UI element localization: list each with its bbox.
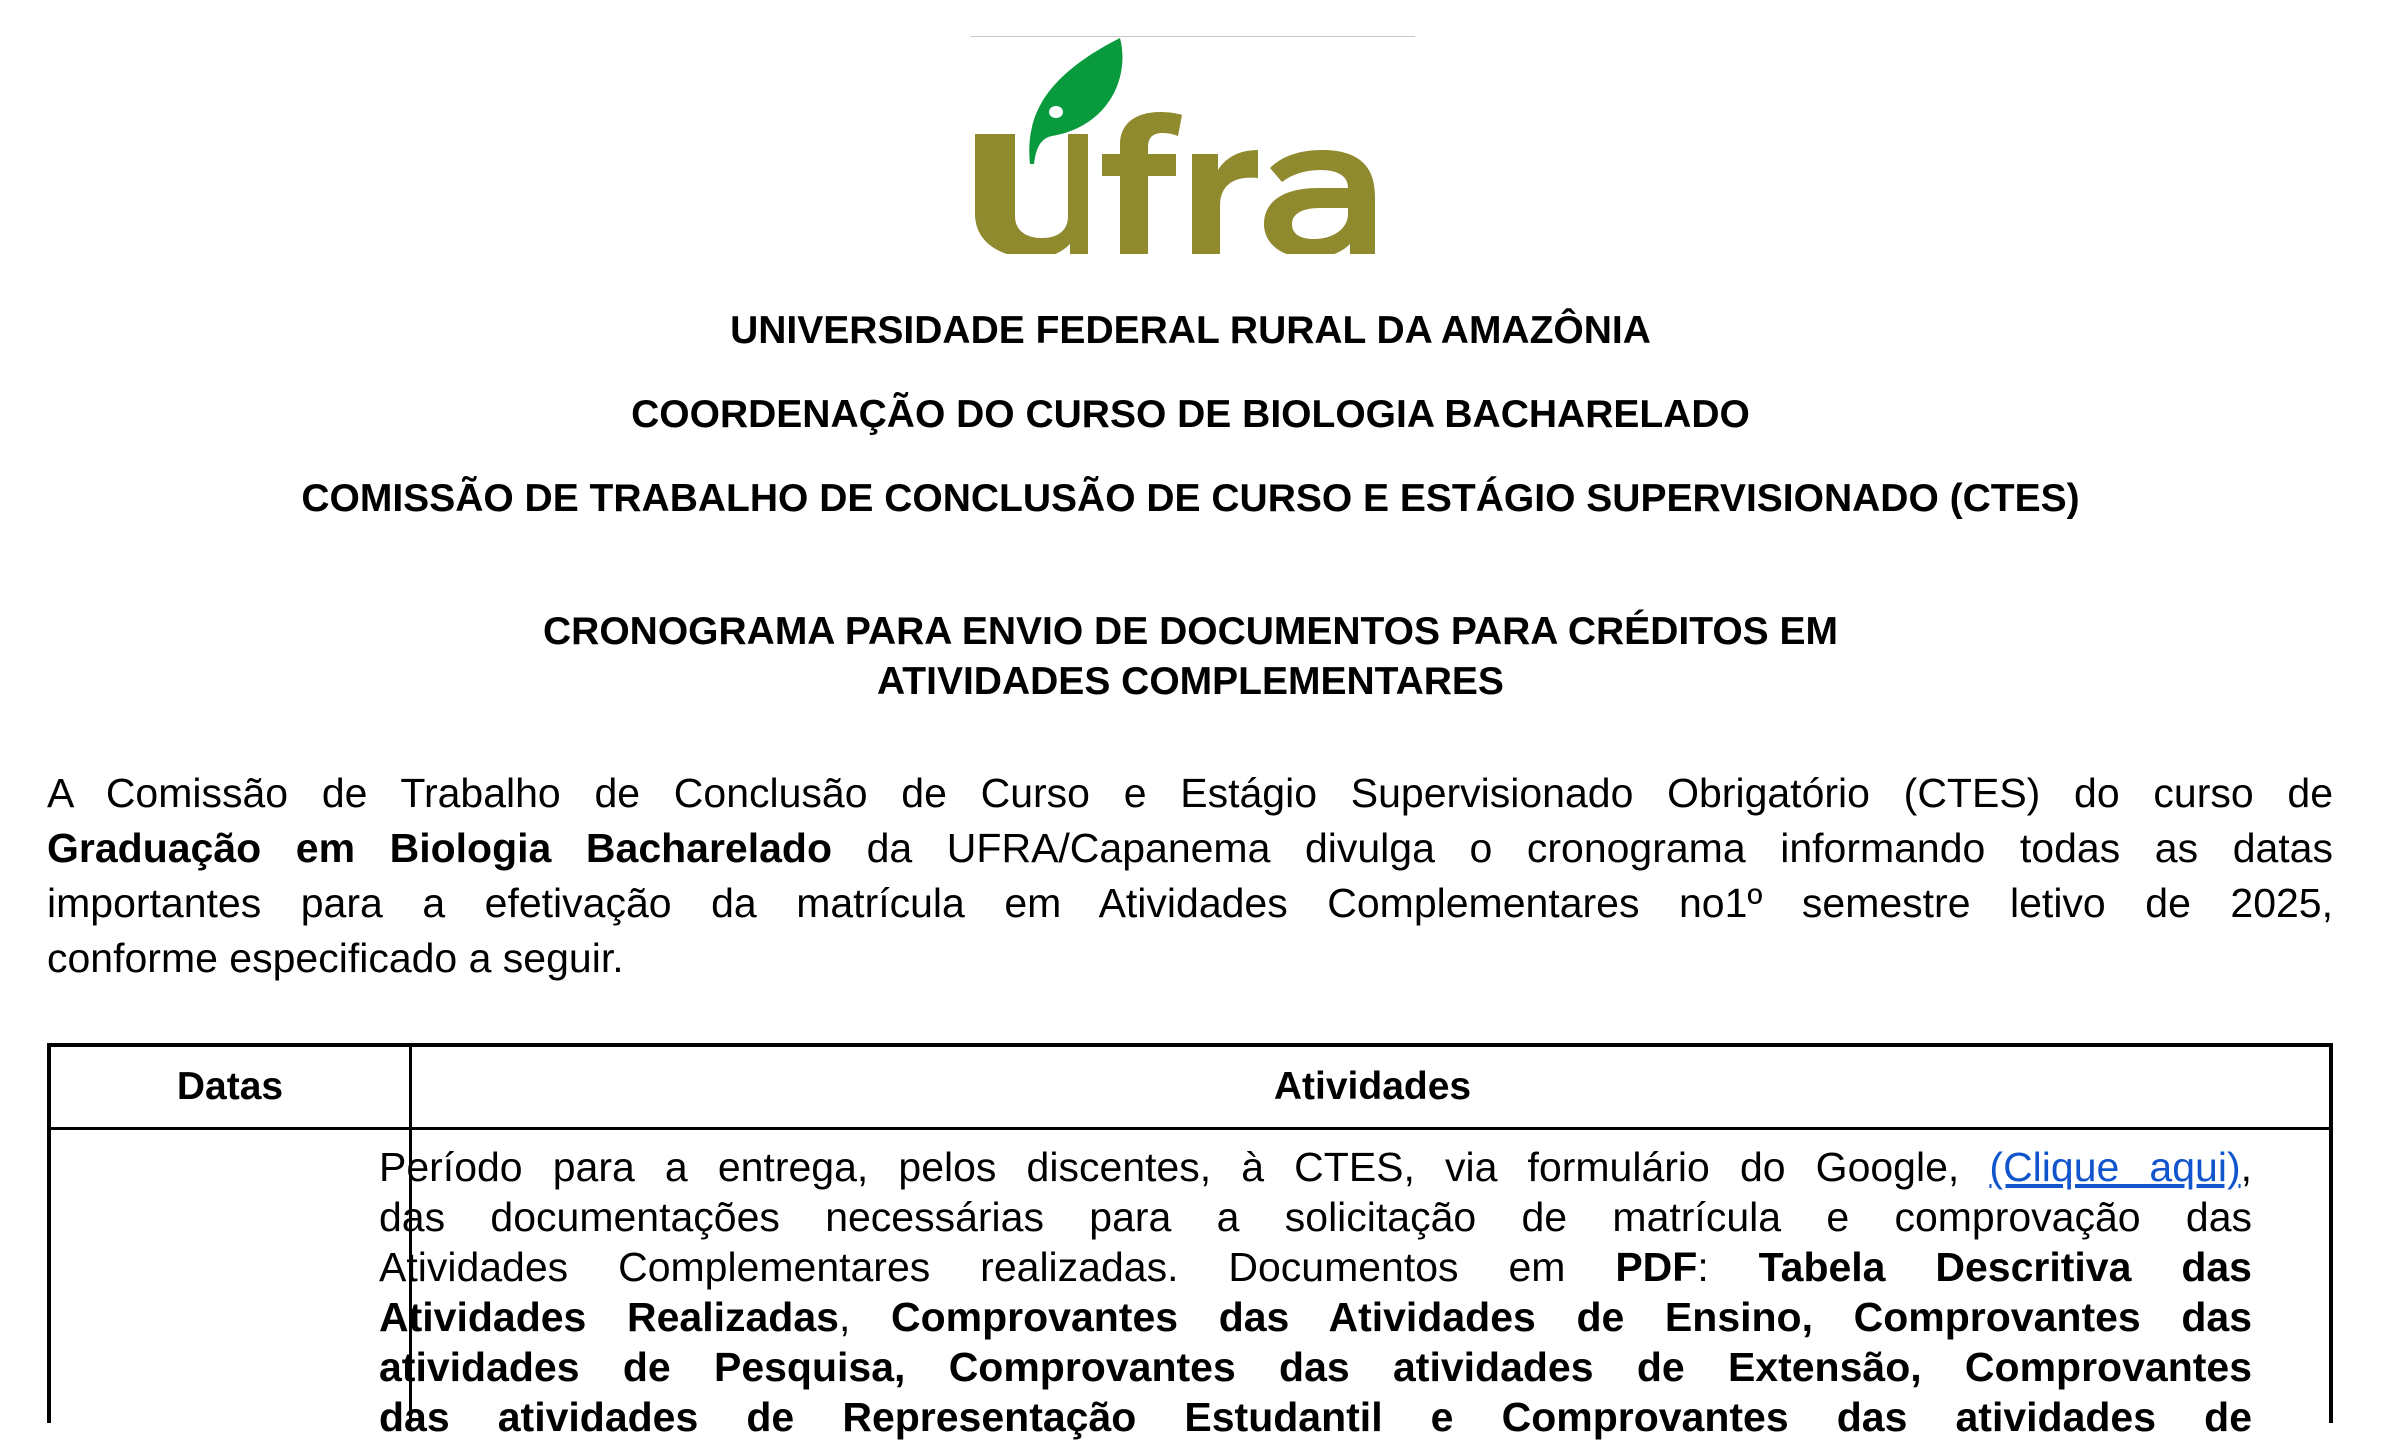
table-header-row (51, 1047, 2329, 1130)
document-title-line1: CRONOGRAMA PARA ENVIO DE DOCUMENTOS PARA CRÉDITOS EM (542, 610, 1839, 653)
form-link[interactable]: (Clique aqui) (1989, 1144, 2241, 1190)
university-name: UNIVERSIDADE FEDERAL RURAL DA AMAZÔNIA (730, 309, 1651, 352)
course-name-bold: Graduação em Biologia Bacharelado (47, 825, 833, 871)
cell-line: Atividades Realizadas, Comprovantes das Atividades de Ensino, Comprovantes das (379, 1294, 2252, 1340)
cell-line: das atividades de Representação Estudantil e Comprovantes das atividades de (379, 1394, 2252, 1440)
intro-line: Graduação em Biologia Bacharelado da UFRA/Capanema divulga o cronograma informando todas as datas (47, 825, 2333, 871)
document-title-line2: ATIVIDADES COMPLEMENTARES (877, 660, 1504, 703)
intro-line: importantes para a efetivação da matrícula em Atividades Complementares no1º semestre letivo de 2025, (47, 880, 2333, 926)
column-header-atividades: Atividades (1273, 1065, 1472, 1108)
commission-name: COMISSÃO DE TRABALHO DE CONCLUSÃO DE CURSO E ESTÁGIO SUPERVISIONADO (CTES) (301, 477, 2080, 520)
cell-line: Período para a entrega, pelos discentes, à CTES, via formulário do Google, (Clique aqui), (379, 1144, 2253, 1190)
ufra-logo (970, 36, 1415, 254)
coordination-name: COORDENAÇÃO DO CURSO DE BIOLOGIA BACHARELADO (631, 393, 1750, 436)
column-header-datas: Datas (176, 1065, 284, 1108)
cell-line: das documentações necessárias para a solicitação de matrícula e comprovação das (379, 1194, 2252, 1240)
ufra-logo-graphic (970, 36, 1415, 254)
cell-line: Atividades Complementares realizadas. Documentos em PDF: Tabela Descritiva das (379, 1244, 2252, 1290)
intro-line: conforme especificado a seguir. (47, 935, 624, 981)
intro-line: A Comissão de Trabalho de Conclusão de Curso e Estágio Supervisionado Obrigatório (CTES) do curso de (47, 770, 2333, 816)
logo-border-line (970, 36, 1415, 37)
cell-line: atividades de Pesquisa, Comprovantes das atividades de Extensão, Comprovantes (379, 1344, 2252, 1390)
